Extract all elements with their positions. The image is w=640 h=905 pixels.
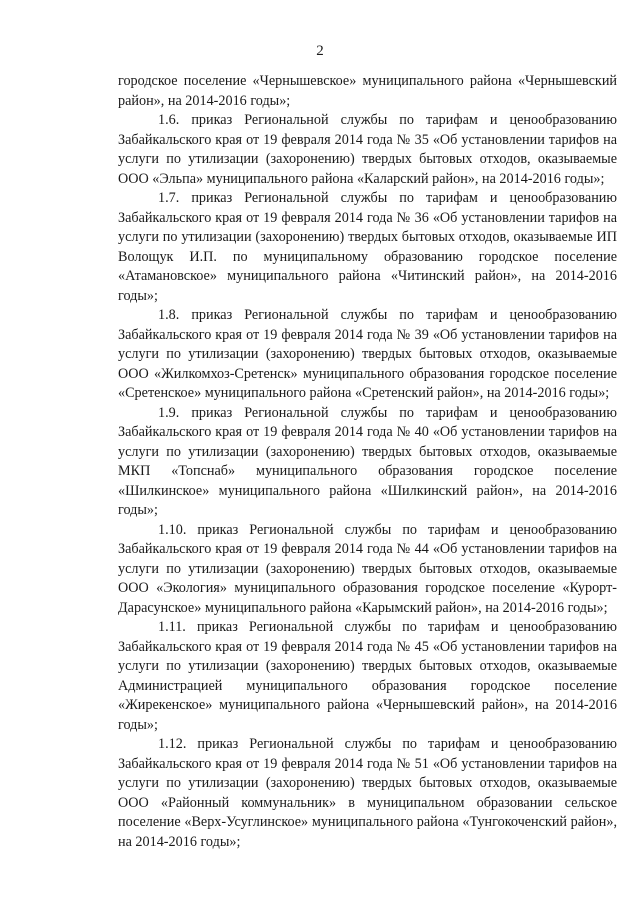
paragraph-item-1-11: 1.11. приказ Региональной службы по тарифам и ценообразованию Забайкальского края от 19 февраля 2014 года № 45 «Об установлении тарифов на услуги по утилизации (захоронению) твердых бытовых отходов, оказываемые Администрацией муниципального образования городское поселение «Жирекенское» муниципального района «Чернышевский район», на 2014-2016 годы»; <box>118 619 617 733</box>
paragraph-item-1-9: 1.9. приказ Региональной службы по тарифам и ценообразованию Забайкальского края от 19 февраля 2014 года № 40 «Об установлении тарифов на услуги по утилизации (захоронению) твердых бытовых отходов, оказываемые МКП «Топснаб» муниципального образования городское поселение «Шилкинское» муниципального района «Шилкинский район», на 2014-2016 годы»; <box>118 404 617 518</box>
paragraph-item-1-6: 1.6. приказ Региональной службы по тарифам и ценообразованию Забайкальского края от 19 февраля 2014 года № 35 «Об установлении тарифов на услуги по утилизации (захоронению) твердых бытовых отходов, оказываемые ООО «Эльпа» муниципального района «Каларский район», на 2014-2016 годы»; <box>118 112 617 187</box>
paragraph-item-1-10: 1.10. приказ Региональной службы по тарифам и ценообразованию Забайкальского края от 19 февраля 2014 года № 44 «Об установлении тарифов на услуги по утилизации (захоронению) твердых бытовых отходов, оказываемые ООО «Экология» муниципального образования городское поселение «Курорт-Дарасунское» муниципального района «Карымский район», на 2014-2016 годы»; <box>118 521 617 616</box>
document-body <box>118 72 617 852</box>
paragraph-item-1-8: 1.8. приказ Региональной службы по тарифам и ценообразованию Забайкальского края от 19 февраля 2014 года № 39 «Об установлении тарифов на услуги по утилизации (захоронению) твердых бытовых отходов, оказываемые ООО «Жилкомхоз-Сретенск» муниципального образования городское поселение «Сретенское» муниципального района «Сретенский район», на 2014-2016 годы»; <box>118 307 617 401</box>
page-number: 2 <box>316 43 324 59</box>
paragraph-item-1-7: 1.7. приказ Региональной службы по тарифам и ценообразованию Забайкальского края от 19 февраля 2014 года № 36 «Об установлении тарифов на услуги по утилизации (захоронению) твердых бытовых отходов, оказываемые ИП Волощук И.П. по муниципальному образованию городское поселение «Атамановское» муниципального района «Читинский район», на 2014-2016 годы»; <box>118 190 617 304</box>
paragraph-continuation: городское поселение «Чернышевское» муниципального района «Чернышевский район», на 2014-2016 годы»; <box>118 73 617 109</box>
paragraph-item-1-12: 1.12. приказ Региональной службы по тарифам и ценообразованию Забайкальского края от 19 февраля 2014 года № 51 «Об установлении тарифов на услуги по утилизации (захоронению) твердых бытовых отходов, оказываемые ООО «Районный коммунальник» в муниципальном образовании сельское поселение «Верх-Усуглинское» муниципального района «Тунгокоченский район», на 2014-2016 годы»; <box>118 736 617 850</box>
